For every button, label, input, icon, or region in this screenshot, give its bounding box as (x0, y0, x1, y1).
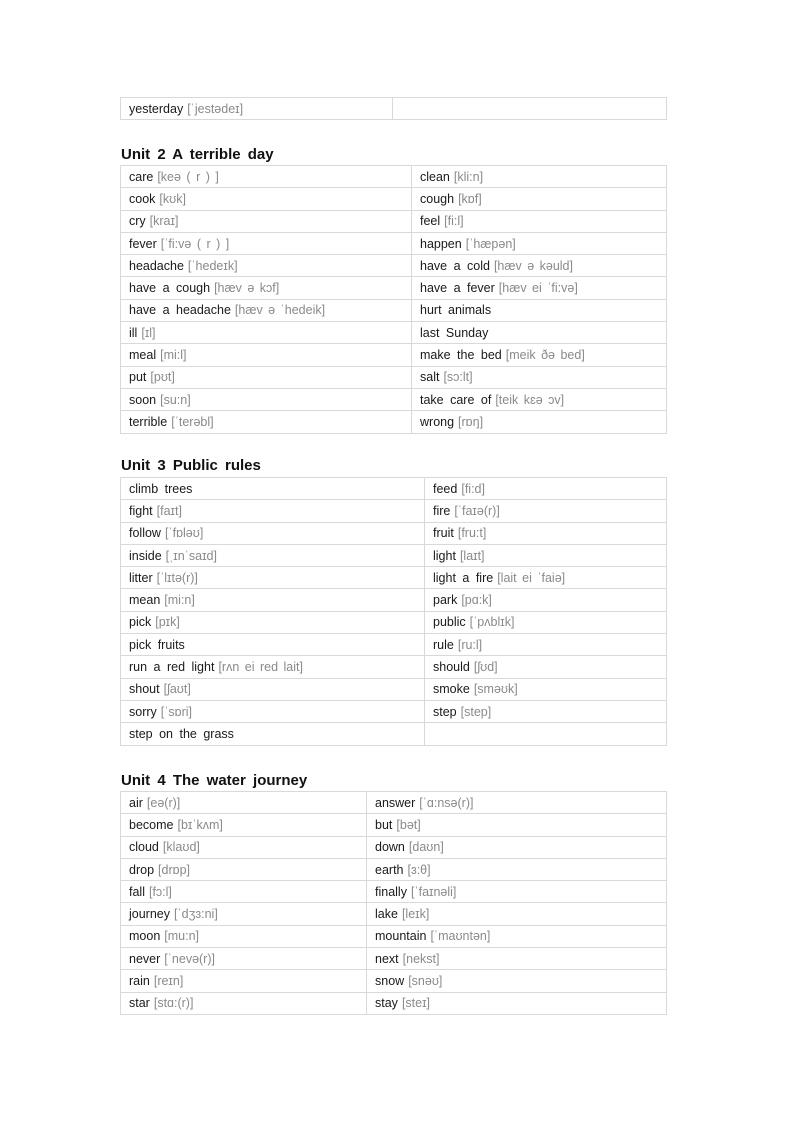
vocab-cell (121, 411, 412, 433)
vocab-word: clean (420, 169, 450, 184)
phonetic-transcription: [step] (460, 704, 492, 719)
vocab-word: cough (420, 191, 455, 206)
phonetic-transcription: [lait ei ˈfaiə] (497, 570, 566, 585)
vocab-cell (121, 992, 367, 1014)
vocab-word: have a headache (129, 303, 231, 318)
vocab-cell (425, 478, 667, 500)
phonetic-transcription: [pɑ:k] (461, 593, 492, 608)
vocab-cell (121, 858, 367, 880)
vocab-word: put (129, 370, 147, 385)
vocab-word: cry (129, 214, 146, 229)
vocab-word: drop (129, 862, 155, 877)
vocab-word: moon (129, 929, 161, 944)
vocab-word: climb trees (129, 481, 193, 496)
unit-2-block (120, 165, 667, 434)
vocab-cell (367, 948, 667, 970)
vocab-word: snow (375, 974, 405, 989)
vocab-cell (425, 589, 667, 611)
vocab-cell (367, 992, 667, 1014)
table-row (121, 299, 667, 321)
vocab-word: mean (129, 593, 161, 608)
phonetic-transcription: [ˈjestədeɪ] (187, 101, 244, 116)
vocab-cell (121, 948, 367, 970)
phonetic-transcription: [kɒf] (458, 191, 482, 206)
vocab-cell (412, 388, 667, 410)
unit-title: Unit 2 A terrible day (121, 146, 274, 163)
phonetic-transcription: [ˈfi:və ( r ) ] (160, 236, 230, 251)
vocab-word: take care of (420, 392, 492, 407)
phonetic-transcription: [kli:n] (453, 169, 484, 184)
table-row (121, 589, 667, 611)
vocab-cell (367, 858, 667, 880)
vocab-cell (121, 700, 425, 722)
vocab-cell (121, 322, 412, 344)
vocab-cell (121, 567, 425, 589)
phonetic-transcription: [reɪn] (153, 974, 184, 989)
vocab-cell (393, 98, 667, 120)
phonetic-transcription: [ˈdʒɜ:ni] (174, 907, 218, 922)
vocab-cell (367, 836, 667, 858)
unit-4-block (120, 791, 667, 1015)
phonetic-transcription: [sɔ:lt] (443, 370, 473, 385)
vocab-word: public (433, 615, 466, 630)
vocab-cell (121, 98, 393, 120)
phonetic-transcription: [pɪk] (155, 615, 180, 630)
phonetic-transcription: [sməʊk] (473, 682, 518, 697)
phonetic-transcription: [ˈɑ:nsə(r)] (419, 795, 474, 810)
table-row (121, 723, 667, 745)
vocab-word: park (433, 593, 458, 608)
vocab-cell (425, 656, 667, 678)
vocab-word: yesterday (129, 101, 184, 116)
vocab-cell (412, 277, 667, 299)
vocab-cell (121, 299, 412, 321)
vocab-word: cook (129, 191, 156, 206)
vocab-word: light a fire (433, 570, 494, 585)
vocab-cell (121, 611, 425, 633)
vocab-word: care (129, 169, 154, 184)
phonetic-transcription: [ˌɪnˈsaɪd] (165, 548, 217, 563)
vocab-cell (425, 522, 667, 544)
vocab-word: meal (129, 348, 157, 363)
vocab-word: fight (129, 503, 153, 518)
table-row (121, 166, 667, 188)
phonetic-transcription: [steɪ] (401, 996, 431, 1011)
vocab-cell (367, 925, 667, 947)
phonetic-transcription: [ˈhæpən] (465, 236, 516, 251)
vocab-word: feed (433, 481, 458, 496)
vocab-word: finally (375, 884, 407, 899)
vocab-word: have a fever (420, 281, 495, 296)
table-row (121, 411, 667, 433)
unit-title: Unit 4 The water journey (121, 772, 308, 789)
vocab-word: pick fruits (129, 637, 185, 652)
vocab-cell (121, 678, 425, 700)
vocab-word: never (129, 951, 161, 966)
phonetic-transcription: [su:n] (160, 392, 191, 407)
vocab-word: shout (129, 682, 160, 697)
phonetic-transcription: [ˈpʌblɪk] (469, 615, 515, 630)
vocab-word: next (375, 951, 399, 966)
vocab-cell (425, 723, 667, 745)
table-row (121, 611, 667, 633)
table-row (121, 792, 667, 814)
table-row (121, 700, 667, 722)
vocab-word: run a red light (129, 660, 215, 675)
vocab-word: hurt animals (420, 303, 492, 318)
phonetic-transcription: [rʌn ei red lait] (218, 660, 303, 675)
vocab-cell (121, 277, 412, 299)
vocab-cell (412, 344, 667, 366)
unit-3-block (120, 477, 667, 746)
phonetic-transcription: [ˈfaɪnəli] (410, 884, 457, 899)
vocab-cell (425, 500, 667, 522)
vocab-word: headache (129, 258, 184, 273)
vocab-word: step on the grass (129, 726, 234, 741)
vocab-cell (121, 210, 412, 232)
phonetic-transcription: [faɪt] (156, 503, 182, 518)
phonetic-transcription: [bət] (396, 817, 421, 832)
table-row (121, 98, 667, 120)
table-row (121, 814, 667, 836)
vocab-word: fever (129, 236, 157, 251)
vocab-cell (367, 881, 667, 903)
phonetic-transcription: [hæv ə kɔf] (214, 281, 280, 296)
vocab-cell (121, 881, 367, 903)
phonetic-transcription: [ɜ:θ] (407, 862, 431, 877)
vocab-word: litter (129, 570, 153, 585)
vocab-word: become (129, 817, 174, 832)
phonetic-transcription: [hæv ə kəuld] (493, 258, 573, 273)
phonetic-transcription: [ˈsɒri] (160, 704, 193, 719)
table-row (121, 232, 667, 254)
vocab-cell (121, 500, 425, 522)
vocab-cell (425, 700, 667, 722)
vocab-word: smoke (433, 682, 470, 697)
vocab-cell (121, 792, 367, 814)
phonetic-transcription: [ˈmaʊntən] (430, 929, 491, 944)
vocab-cell (121, 366, 412, 388)
vocab-cell (121, 925, 367, 947)
vocab-word: star (129, 996, 150, 1011)
phonetic-transcription: [daʊn] (408, 840, 444, 855)
vocab-cell (121, 166, 412, 188)
table-row (121, 567, 667, 589)
table-row (121, 656, 667, 678)
phonetic-transcription: [ʃaʊt] (163, 682, 191, 697)
table-row (121, 388, 667, 410)
phonetic-transcription: [keə ( r ) ] (157, 169, 219, 184)
vocab-cell (121, 634, 425, 656)
vocab-cell (121, 255, 412, 277)
vocab-table-unit-2 (120, 165, 667, 434)
vocab-word: sorry (129, 704, 157, 719)
vocab-word: answer (375, 795, 416, 810)
vocab-cell (121, 589, 425, 611)
vocab-word: fall (129, 884, 145, 899)
vocab-cell (121, 903, 367, 925)
vocab-cell (121, 656, 425, 678)
vocab-cell (121, 544, 425, 566)
vocab-word: light (433, 548, 456, 563)
phonetic-transcription: [hæv ei ˈfi:və] (498, 281, 578, 296)
vocab-word: rain (129, 974, 150, 989)
phonetic-transcription: [laɪt] (459, 548, 485, 563)
vocab-word: lake (375, 907, 398, 922)
vocab-word: salt (420, 370, 440, 385)
table-row (121, 858, 667, 880)
table-row (121, 277, 667, 299)
vocab-cell (367, 903, 667, 925)
top-table-block (120, 97, 667, 120)
vocab-cell (121, 836, 367, 858)
vocab-word: inside (129, 548, 162, 563)
table-row (121, 970, 667, 992)
phonetic-transcription: [teik kɛə ɔv] (495, 392, 565, 407)
table-row (121, 881, 667, 903)
table-row (121, 255, 667, 277)
phonetic-transcription: [drɒp] (158, 862, 190, 877)
phonetic-transcription: [ɪl] (141, 325, 156, 340)
phonetic-transcription: [fi:l] (444, 214, 464, 229)
phonetic-transcription: [mi:l] (160, 348, 187, 363)
vocab-cell (412, 322, 667, 344)
vocab-cell (121, 522, 425, 544)
table-row (121, 634, 667, 656)
vocab-cell (425, 567, 667, 589)
vocab-word: air (129, 795, 143, 810)
phonetic-transcription: [ˈhedeɪk] (187, 258, 238, 273)
phonetic-transcription: [bɪˈkʌm] (177, 817, 223, 832)
vocab-word: have a cough (129, 281, 211, 296)
vocab-cell (425, 611, 667, 633)
vocab-cell (412, 366, 667, 388)
phonetic-transcription: [mu:n] (164, 929, 200, 944)
phonetic-transcription: [nekst] (402, 951, 440, 966)
vocab-cell (425, 544, 667, 566)
vocab-table-unit-3 (120, 477, 667, 746)
table-row (121, 678, 667, 700)
unit-title: Unit 3 Public rules (121, 457, 261, 474)
phonetic-transcription: [rɒŋ] (458, 414, 484, 429)
vocab-table-unit-4 (120, 791, 667, 1015)
phonetic-transcription: [ˈfɒləʊ] (164, 526, 204, 541)
phonetic-transcription: [fi:d] (461, 481, 485, 496)
vocab-cell (121, 188, 412, 210)
vocab-cell (412, 299, 667, 321)
vocab-word: should (433, 660, 470, 675)
phonetic-transcription: [ru:l] (457, 637, 483, 652)
vocab-word: fruit (433, 526, 454, 541)
vocab-cell (367, 814, 667, 836)
table-row (121, 188, 667, 210)
vocab-word: mountain (375, 929, 427, 944)
vocab-word: terrible (129, 414, 168, 429)
table-row (121, 478, 667, 500)
table-row (121, 948, 667, 970)
vocab-word: step (433, 704, 457, 719)
phonetic-transcription: [ˈnevə(r)] (164, 951, 215, 966)
vocab-word: rule (433, 637, 454, 652)
vocab-cell (121, 344, 412, 366)
table-row (121, 836, 667, 858)
phonetic-transcription: [meik ðə bed] (505, 348, 585, 363)
vocab-word: cloud (129, 840, 159, 855)
phonetic-transcription: [mi:n] (164, 593, 195, 608)
vocab-cell (121, 723, 425, 745)
phonetic-transcription: [kraɪ] (149, 214, 179, 229)
phonetic-transcription: [snəʊ] (408, 974, 443, 989)
phonetic-transcription: [fru:t] (457, 526, 487, 541)
vocab-table-unit-1-tail (120, 97, 667, 120)
table-row (121, 322, 667, 344)
vocab-cell (121, 232, 412, 254)
vocab-word: follow (129, 526, 161, 541)
vocab-word: fire (433, 503, 451, 518)
phonetic-transcription: [ʃʊd] (473, 660, 498, 675)
vocab-cell (412, 411, 667, 433)
table-row (121, 925, 667, 947)
table-row (121, 522, 667, 544)
phonetic-transcription: [kʊk] (159, 191, 186, 206)
table-row (121, 210, 667, 232)
vocab-cell (367, 792, 667, 814)
phonetic-transcription: [ˈfaɪə(r)] (454, 503, 500, 518)
vocab-cell (425, 678, 667, 700)
vocab-cell (412, 188, 667, 210)
vocab-cell (121, 478, 425, 500)
vocab-word: soon (129, 392, 157, 407)
table-row (121, 366, 667, 388)
vocab-word: but (375, 817, 393, 832)
vocab-cell (121, 970, 367, 992)
vocab-word: stay (375, 996, 398, 1011)
vocab-word: pick (129, 615, 152, 630)
vocab-word: wrong (420, 414, 455, 429)
vocab-word: have a cold (420, 258, 490, 273)
vocab-word: journey (129, 907, 170, 922)
table-row (121, 344, 667, 366)
vocab-cell (412, 166, 667, 188)
phonetic-transcription: [leɪk] (401, 907, 430, 922)
vocab-word: make the bed (420, 348, 502, 363)
vocab-word: down (375, 840, 405, 855)
phonetic-transcription: [stɑ:(r)] (153, 996, 194, 1011)
vocab-cell (412, 255, 667, 277)
vocab-word: ill (129, 325, 138, 340)
phonetic-transcription: [ˈlɪtə(r)] (156, 570, 198, 585)
phonetic-transcription: [fɔ:l] (148, 884, 172, 899)
table-row (121, 992, 667, 1014)
vocab-cell (425, 634, 667, 656)
vocab-cell (412, 232, 667, 254)
table-row (121, 903, 667, 925)
vocab-word: last Sunday (420, 325, 489, 340)
phonetic-transcription: [eə(r)] (146, 795, 181, 810)
table-row (121, 544, 667, 566)
vocab-word: happen (420, 236, 462, 251)
vocab-word: feel (420, 214, 441, 229)
vocab-cell (121, 814, 367, 836)
vocab-cell (121, 388, 412, 410)
vocab-cell (367, 970, 667, 992)
vocab-cell (412, 210, 667, 232)
table-row (121, 500, 667, 522)
phonetic-transcription: [hæv ə ˈhedeik] (234, 303, 326, 318)
phonetic-transcription: [pʊt] (150, 370, 175, 385)
phonetic-transcription: [ˈterəbl] (171, 414, 214, 429)
vocab-word: earth (375, 862, 404, 877)
phonetic-transcription: [klaʊd] (162, 840, 200, 855)
